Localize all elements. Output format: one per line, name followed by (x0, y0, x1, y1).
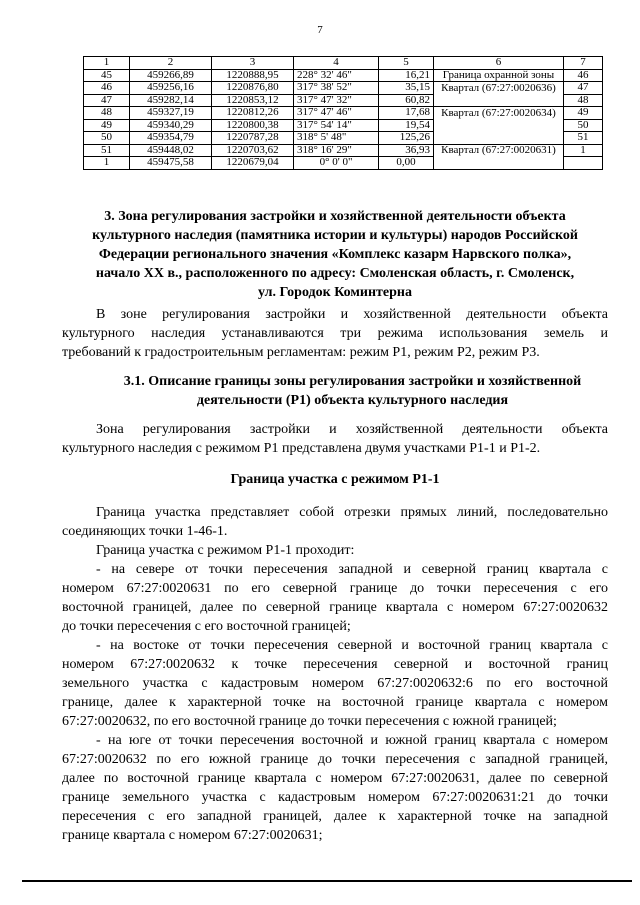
boundary-east-line: границе, далее к характерной точке на восточной границе квартала с номером (62, 695, 608, 710)
point-number: 46 (84, 82, 130, 95)
distance: 60,82 (379, 94, 434, 107)
boundary-south-line: границе земельного участка с кадастровым номером 67:27:0020631:21 до точки (62, 790, 608, 805)
coordinate-y: 1220679,04 (212, 157, 294, 170)
coordinate-x: 459266,89 (130, 69, 212, 82)
description: Квартал (67:27:0020634) (434, 107, 564, 120)
boundary-paragraph-1 (62, 503, 608, 541)
header-cell: 4 (294, 57, 379, 70)
coordinate-x: 459327,19 (130, 107, 212, 120)
distance: 17,68 (379, 107, 434, 120)
boundary-east-line: 67:27:0020632, по его восточной границе до точки пересечения с южной границей; (62, 714, 557, 729)
boundary-paragraph-2 (62, 541, 608, 560)
boundary-north-line: - на севере от точки пересечения западной и северной границ квартала с (96, 562, 608, 577)
coordinate-y: 1220853,12 (212, 94, 294, 107)
boundary-north-line: номером 67:27:0020631 по его северной границе до точки пересечения с его (62, 581, 608, 596)
section-3-1-intro-line: Зона регулирования застройки и хозяйственной деятельности объекта (96, 422, 608, 437)
section-3-1-title (100, 372, 605, 410)
header-cell: 1 (84, 57, 130, 70)
description: Граница охранной зоны (434, 69, 564, 82)
section-3-title-line: начало ХХ в., расположенного по адресу: Смоленская область, г. Смоленск, (95, 266, 575, 281)
section-3-1-intro-line: культурного наследия с режимом Р1 представлена двумя участками Р1-1 и Р1-2. (62, 441, 541, 456)
coordinate-x: 459475,58 (130, 157, 212, 170)
page-number: 7 (317, 24, 323, 36)
next-point: 50 (564, 119, 603, 132)
table-row (84, 144, 603, 157)
description (434, 119, 564, 132)
section-3-1-intro (62, 420, 608, 458)
bearing: 317° 38' 52" (294, 82, 379, 95)
bearing: 318° 16' 29" (294, 144, 379, 157)
next-point: 48 (564, 94, 603, 107)
bearing: 0° 0' 0" (294, 157, 379, 170)
boundary-east (62, 636, 608, 731)
coordinate-y: 1220703,62 (212, 144, 294, 157)
header-cell: 7 (564, 57, 603, 70)
boundary-south-line: - на юге от точки пересечения восточной и южной границ квартала с номером (96, 733, 608, 748)
section-3-intro (62, 305, 608, 362)
coordinate-x: 459282,14 (130, 94, 212, 107)
distance: 36,93 (379, 144, 434, 157)
section-3-title-line: ул. Городок Коминтерна (257, 285, 412, 300)
distance: 35,15 (379, 82, 434, 95)
boundary-south-line: далее по восточной границе квартала с номером 67:27:0020631, далее по северной (62, 771, 608, 786)
description (434, 157, 564, 170)
section-3-intro-line: требований к градостроительным регламентам: режим Р1, режим Р2, режим Р3. (62, 345, 540, 360)
next-point: 47 (564, 82, 603, 95)
point-number: 51 (84, 144, 130, 157)
point-number: 47 (84, 94, 130, 107)
distance: 16,21 (379, 69, 434, 82)
table-header-row (84, 57, 603, 70)
section-3-1-title-line: 3.1. Описание границы зоны регулирования застройки и хозяйственной (123, 374, 582, 389)
distance: 125,26 (379, 132, 434, 145)
point-number: 1 (84, 157, 130, 170)
table-row (84, 107, 603, 120)
description (434, 94, 564, 107)
boundary-east-line: земельного участка с кадастровым номером 67:27:0020632:6 по его восточной (62, 676, 608, 691)
boundary-east-line: номером 67:27:0020632 к точке пересечения северной и восточной границ (62, 657, 608, 672)
boundary-title: Граница участка с режимом Р1-1 (230, 472, 440, 487)
table-row (84, 82, 603, 95)
description (434, 132, 564, 145)
point-number: 45 (84, 69, 130, 82)
coordinate-y: 1220800,38 (212, 119, 294, 132)
next-point: 1 (564, 144, 603, 157)
boundary-north-line: восточной границей, далее по северной границе квартала с номером 67:27:0020632 (62, 600, 608, 615)
footer-rule (22, 880, 632, 882)
coordinate-y: 1220787,28 (212, 132, 294, 145)
section-3-intro-line: В зоне регулирования застройки и хозяйственной деятельности объекта (96, 307, 608, 322)
table-row (84, 94, 603, 107)
section-3-title-line: Федерации регионального значения «Комплекс казарм Нарвского полка», (98, 247, 572, 262)
point-number: 48 (84, 107, 130, 120)
bearing: 317° 47' 32" (294, 94, 379, 107)
coordinates-table (83, 56, 603, 170)
section-3-1-title-line: деятельности (Р1) объекта культурного наследия (196, 393, 509, 408)
next-point: 51 (564, 132, 603, 145)
bearing: 318° 5' 48" (294, 132, 379, 145)
boundary-paragraph-line: Граница участка с режимом Р1-1 проходит: (96, 543, 355, 558)
coordinate-y: 1220888,95 (212, 69, 294, 82)
section-3-title-line: 3. Зона регулирования застройки и хозяйственной деятельности объекта (104, 209, 566, 224)
bearing: 317° 54' 14" (294, 119, 379, 132)
section-3-intro-line: культурного наследия устанавливаются три режима использования земель и (62, 326, 608, 341)
header-cell: 2 (130, 57, 212, 70)
coordinate-x: 459256,16 (130, 82, 212, 95)
description: Квартал (67:27:0020631) (434, 144, 564, 157)
coordinate-x: 459354,79 (130, 132, 212, 145)
distance: 19,54 (379, 119, 434, 132)
boundary-north (62, 560, 608, 636)
table-row (84, 119, 603, 132)
boundary-north-line: до точки пересечения с его восточной границей; (62, 619, 351, 634)
boundary-paragraph-line: соединяющих точки 1-46-1. (62, 524, 228, 539)
coordinate-y: 1220876,80 (212, 82, 294, 95)
boundary-south (62, 731, 608, 845)
header-cell: 5 (379, 57, 434, 70)
table-row (84, 132, 603, 145)
coordinate-y: 1220812,26 (212, 107, 294, 120)
table-row (84, 69, 603, 82)
coordinate-x: 459340,29 (130, 119, 212, 132)
boundary-south-line: пересечения с его западной границей, далее к характерной точке на западной (62, 809, 608, 824)
table-row (84, 157, 603, 170)
next-point: 46 (564, 69, 603, 82)
boundary-south-line: границе квартала с номером 67:27:0020631; (62, 828, 323, 843)
point-number: 50 (84, 132, 130, 145)
next-point (564, 157, 603, 170)
header-cell: 3 (212, 57, 294, 70)
boundary-east-line: - на востоке от точки пересечения северной и восточной границ квартала с (96, 638, 608, 653)
point-number: 49 (84, 119, 130, 132)
bearing: 317° 47' 46" (294, 107, 379, 120)
coordinate-x: 459448,02 (130, 144, 212, 157)
boundary-south-line: 67:27:0020632 по его южной границе до точки пересечения с западной границей, (62, 752, 608, 767)
header-cell: 6 (434, 57, 564, 70)
next-point: 49 (564, 107, 603, 120)
description: Квартал (67:27:0020636) (434, 82, 564, 95)
bearing: 228° 32' 46" (294, 69, 379, 82)
boundary-paragraph-line: Граница участка представляет собой отрезки прямых линий, последовательно (96, 505, 608, 520)
section-3-title (70, 207, 600, 302)
section-3-title-line: культурного наследия (памятника истории и культуры) народов Российской (92, 228, 578, 243)
distance: 0,00 (379, 157, 434, 170)
